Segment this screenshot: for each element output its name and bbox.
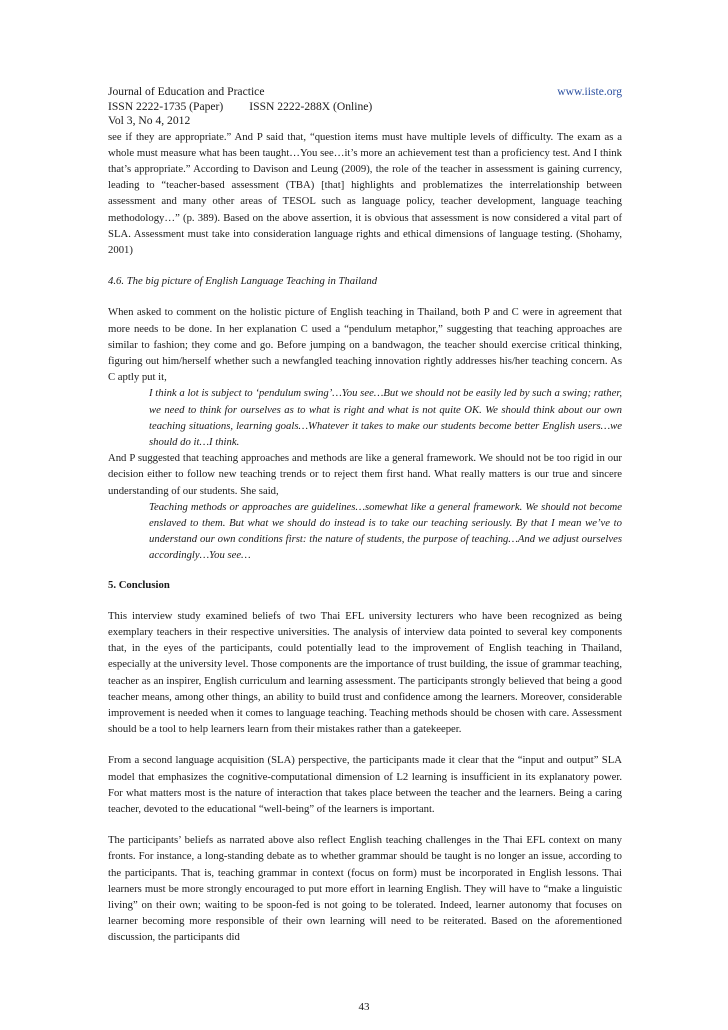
paragraph-conclusion-2: From a second language acquisition (SLA) perspective, the participants made it clear that the “input and output” SLA model that emphasizes the cognitive-computational dimension of L2 learning is insufficient in its explanatory power. For what matters most is the nature of interaction that takes place between the teacher and the learners. Being a caring teacher, devoted to the educational “well-being” of the learners is important.: [108, 754, 622, 816]
quote-c-pendulum: I think a lot is subject to ‘pendulum swing’…You see…But we should not be easily led by such a swing; rather, we need to think for ourselves as to what is right and what is not quite OK. We should think about our own teaching situations, learning goals…Whatever it takes to make our students become better English users…we should do it…I think.: [149, 387, 622, 448]
journal-url-link[interactable]: www.iiste.org: [557, 85, 622, 98]
paragraph-big-picture: When asked to comment on the holistic picture of English teaching in Thailand, both P and C were in agreement that more needs to be done. In her explanation C used a “pendulum metaphor,” suggesting that teaching approaches are similar to fashion; they come and go. Before jumping on a bandwagon, the teacher should exercise critical thinking, figuring out him/herself whether such a newfangled teaching innovation rightly addresses his/her teaching concern. As C aptly put it,: [108, 306, 622, 384]
volume-info: Vol 3, No 4, 2012: [108, 114, 191, 127]
journal-title: Journal of Education and Practice: [108, 85, 265, 98]
issn-paper: ISSN 2222-1735 (Paper): [108, 99, 224, 113]
page-number: 43: [358, 1001, 370, 1013]
section-heading-4-6: 4.6. The big picture of English Language Teaching in Thailand: [108, 275, 378, 288]
page-content: [108, 85, 622, 946]
quote-p-framework: Teaching methods or approaches are guidelines…somewhat like a general framework. We should not become enslaved to them. But what we should do instead is to take our teaching seriously. By that I mean we’ve to understand our own conditions first: the nature of students, the purpose of teaching…And we adjust ourselves accordingly…You see…: [149, 500, 622, 562]
paragraph-conclusion-1: This interview study examined beliefs of two Thai EFL university lecturers who have been recognized as being exemplary teachers in their respective universities. The analysis of interview data pointed to several key components that, in the eyes of the participants, could potentially lead to the improvement of English teaching in Thailand, especially at the university level. Those components are the importance of trust building, the issue of grammar teaching, teacher as an inspirer, English curriculum and learning assessment. The participants strongly believed that being a good teacher means, among other things, an ability to build trust and confidence among the learners. Moreover, considerable improvement is needed when it comes to language teaching. Teaching methods should be chosen with care. Assessment should be a tool to help learners learn from their mistakes rather than a gatekeeper.: [108, 609, 622, 736]
journal-header: [108, 85, 622, 129]
paragraph-conclusion-3: The participants’ beliefs as narrated above also reflect English teaching challenges in the Thai EFL context on many fronts. For instance, a long-standing debate as to whether grammar should be taught is no longer an issue, according to the participants. That is, teaching grammar in context (focus on form) must be incorporated in English lessons. Thai learners must be more strongly encouraged to put more effort in learning English. They will have to “make a linguistic living” on their own; waiting to be spoon-fed is not going to be tolerated. Indeed, learner autonomy that focuses on learner becoming more responsible of their own learning will need to be reiterated. Based on the aforementioned discussion, the participants did: [108, 834, 622, 944]
section-heading-conclusion: 5. Conclusion: [108, 578, 170, 591]
issn-online: ISSN 2222-288X (Online): [249, 99, 373, 113]
paragraph-assessment: see if they are appropriate.” And P said that, “question items must have multiple levels of difficulty. The exam as a whole must measure what has been taught…You see…it’s more an achievement test than a proficiency test. And I think that’s appropriate.” According to Davison and Leung (2009), the role of the teacher in assessment is gaining currency, leading to “teacher-based assessment (TBA) [that] highlights and problematizes the interrelationship between assessment and many other areas of TESOL such as language policy, teacher development, language teaching methodology…” (p. 389). Based on the above assertion, it is obvious that assessment is now considered a vital part of SLA. Assessment must take into consideration language rights and ethical dimensions of language testing. (Shohamy, 2001): [108, 130, 622, 256]
paragraph-p-suggestion: And P suggested that teaching approaches and methods are like a general framework. We should not be too rigid in our decision either to follow new teaching trends or to reject them first hand. What really matters is our true and sincere understanding of our students. She said,: [108, 452, 622, 497]
